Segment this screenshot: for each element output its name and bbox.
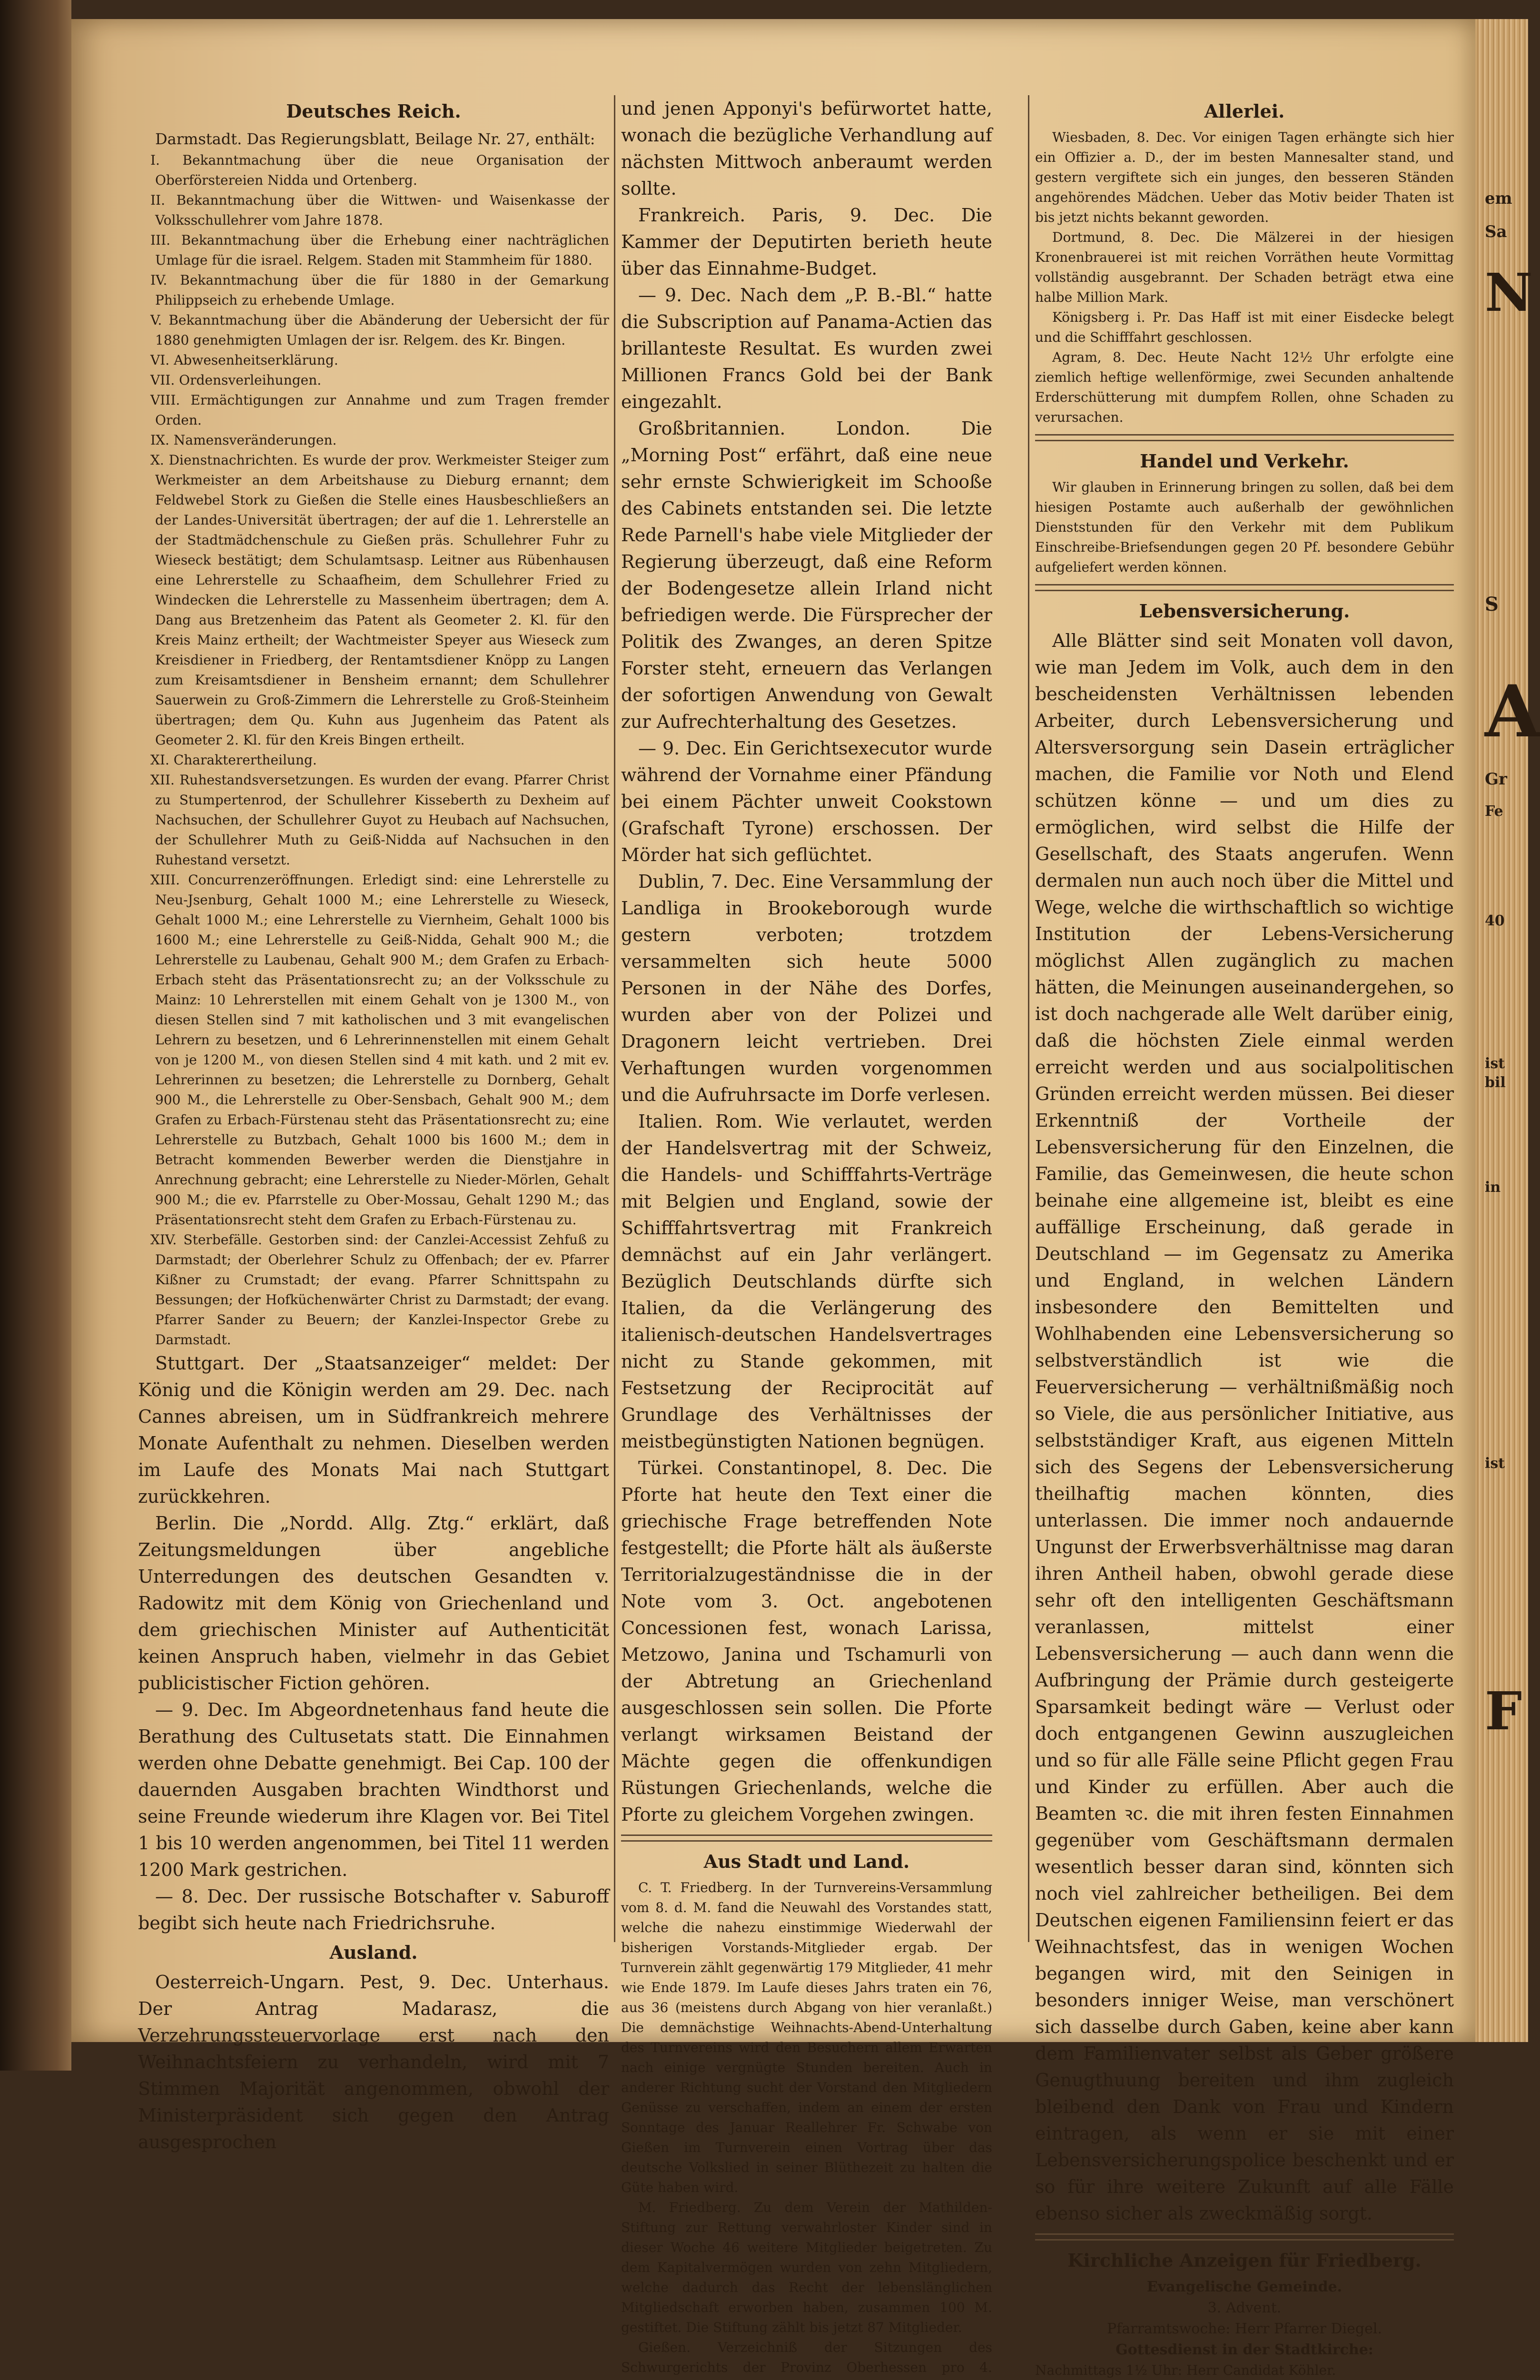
article-berlin-3: — 8. Dec. Der russische Botschafter v. Saburoff begibt sich heute nach Friedrichsruhe. — [138, 1886, 609, 1934]
article-stuttgart: Stuttgart. Der „Staatsanzeiger“ meldet: Der König und die Königin werden am 29. Dec. nach Cannes abreisen, um in Südfrankreich mehrere Monate Aufenthalt zu nehmen. Dieselben werden im Laufe des Monats Mai nach Stuttgart zurückkehren. — [138, 1353, 609, 1507]
article-koenigsberg: Königsberg i. Pr. Das Haff ist mit einer Eisdecke belegt und die Schifffahrt geschlossen. — [1035, 309, 1454, 345]
next-page-fragment: Fe — [1485, 803, 1503, 820]
next-page-fragment: ist — [1485, 1455, 1505, 1472]
column-middle — [621, 95, 992, 2375]
section-heading-stadt-und-land: Aus Stadt und Land. — [703, 1851, 910, 1872]
article-dublin: Dublin, 7. Dec. Eine Versammlung der Landliga in Brookeborough wurde gestern verboten; trotzdem versammelten sich heute 5000 Personen in der Nähe des Dorfes, wurden aber von der Polizei und Dragonern leicht vertrieben. Drei Verhaftungen wurden vorgenommen und die Aufruhrsacte im Dorfe verlesen. — [621, 871, 992, 1105]
list-item: II. Bekanntmachung über die Wittwen- und Waisenkasse der Volksschullehrer vom Jahre 1878. — [150, 192, 609, 228]
advent-label: 3. Advent. — [1207, 2300, 1282, 2316]
article-agram: Agram, 8. Dec. Heute Nacht 12½ Uhr erfolgte eine ziemlich heftige wellenförmige, zwei Secunden anhaltende Erderschütterung mit dumpfem Rollen, ohne Schaden zu verursachen. — [1035, 349, 1454, 425]
next-page-fragment: in — [1485, 1179, 1501, 1196]
list-item: IV. Bekanntmachung über die für 1880 in der Gemarkung Philippseich zu erhebende Umlage. — [150, 272, 609, 308]
article-mathilden-stiftung: M. Friedberg. Zu dem Verein der Mathilden-Stiftung zur Rettung verwahrloster Kinder sind in dieser Woche 46 weitere Mitglieder beigetreten. Zu dem Kapitalvermögen wurden von zehn Mitgliedern, welche dadurch das Recht der lebenslänglichen Mitgliedschaft erworben haben, zusammen 100 M. gestiftet. Die Stiftung zählt bis jetzt 87 Mitglieder. — [621, 2200, 992, 2335]
next-page-fragment: S — [1485, 593, 1499, 615]
column-left — [138, 95, 609, 2152]
list-item: V. Bekanntmachung über die Abänderung der Uebersicht der für 1880 genehmigten Umlagen der isr. Relgem. des Kr. Bingen. — [150, 312, 609, 348]
article-dortmund: Dortmund, 8. Dec. Die Mälzerei in der hiesigen Kronenbrauerei ist mit reichen Vorräthen heute Vormittag vollständig ausgebrannt. Der Schaden beträgt etwa eine halbe Million Mark. — [1035, 229, 1454, 305]
section-heading-deutsches-reich: Deutsches Reich. — [286, 100, 461, 122]
article-grossbritannien-2: — 9. Dec. Ein Gerichtsexecutor wurde während der Vornahme einer Pfändung bei einem Pächter unweit Cookstown (Grafschaft Tyrone) erschossen. Der Mörder hat sich geflüchtet. — [621, 738, 992, 865]
article-tuerkei: Türkei. Constantinopel, 8. Dec. Die Pforte hat heute den Text einer die griechische Frage betreffenden Note festgestellt; die Pforte hält als äußerste Territorialzugeständnisse die in der Note vom 3. Oct. angebotenen Concessionen fest, wonach Larissa, Metzowo, Janina und Tschamurli von der Abtretung an Griechenland ausgeschlossen sein sollen. Die Pforte verlangt wirksamen Beistand der Mächte gegen die offenkundigen Rüstungen Griechenlands, welche die Pforte zu gleichem Vorgehen zwingen. — [621, 1458, 992, 1825]
next-page-fragment: bil — [1485, 1074, 1506, 1091]
section-divider — [621, 1835, 992, 1842]
section-divider — [1035, 2233, 1454, 2241]
column-divider — [614, 95, 615, 1942]
list-item: VIII. Ermächtigungen zur Annahme und zum Tragen fremder Orden. — [150, 392, 609, 428]
section-heading-lebensversicherung: Lebensversicherung. — [1139, 600, 1350, 622]
article-frankreich: Frankreich. Paris, 9. Dec. Die Kammer der Deputirten berieth heute über das Einnahme-Budget. — [621, 205, 992, 279]
next-page-fragment: 40 — [1485, 912, 1505, 929]
article-handel: Wir glauben in Erinnerung bringen zu sollen, daß bei dem hiesigen Postamte auch außerhalb der gewöhnlichen Dienststunden für den Verkehr mit dem Publikum Einschreibe-Briefsendungen gegen 20 Pf. besondere Gebühr aufgeliefert werden können. — [1035, 479, 1454, 575]
list-item: III. Bekanntmachung über die Erhebung einer nachträglichen Umlage für die israel. Relgem. Staden mit Stammheim für 1880. — [150, 232, 609, 268]
article-berlin: Berlin. Die „Nordd. Allg. Ztg.“ erklärt, daß Zeitungsmeldungen über angebliche Unterredungen des deutschen Gesandten v. Radowitz mit dem König von Griechenland und dem griechischen Minister auf Authenticität keinen Anspruch haben, vielmehr in das Gebiet publicistischer Fiction gehören. — [138, 1513, 609, 1694]
list-item: XIII. Concurrenzeröffnungen. Erledigt sind: eine Lehrerstelle zu Neu-Jsenburg, Gehalt 1000 M.; eine Lehrerstelle zu Wieseck, Gehalt 1000 M.; eine Lehrerstelle zu Viernheim, Gehalt 1000 bis 1600 M.; eine Lehrerstelle zu Geiß-Nidda, Gehalt 900 M.; die Lehrerstelle zu Laubenau, Gehalt 900 M.; dem Grafen zu Erbach-Erbach steht das Präsentationsrecht zu; an der Volksschule zu Mainz: 10 Lehrerstellen mit einem Gehalt von je 1300 M., von diesen Stellen sind 7 mit katholischen und 3 mit evangelischen Lehrern zu besetzen, und 6 Lehrerinnenstellen mit einem Gehalt von je 1200 M., von diesen Stellen sind 4 mit kath. und 2 mit ev. Lehrerinnen zu besetzen; die Lehrerstelle zu Dornberg, Gehalt 900 M., die Lehrerstelle zu Ober-Sensbach, Gehalt 900 M.; dem Grafen zu Erbach-Fürstenau steht das Präsentationsrecht zu; eine Lehrerstelle zu Butzbach, Gehalt 1000 bis 1600 M.; dem in Betracht kommenden Bewerber werden die Dienstjahre in Anrechnung gebracht; eine Lehrerstelle zu Nieder-Mörlen, Gehalt 900 M.; die ev. Pfarrstelle zu Ober-Mossau, Gehalt 1290 M.; das Präsentationsrecht steht dem Grafen zu Erbach-Fürstenau zu. — [150, 872, 609, 1228]
section-heading-kirchliche-anzeigen: Kirchliche Anzeigen für Friedberg. — [1067, 2250, 1422, 2271]
section-heading-ausland: Ausland. — [329, 1942, 418, 1963]
section-divider — [1035, 584, 1454, 591]
next-page-fragment: ist — [1485, 1055, 1505, 1072]
column-right — [1035, 95, 1454, 2378]
next-page-fragment: Gr — [1485, 770, 1507, 789]
next-page-fragment: F — [1485, 1680, 1522, 1742]
article-wiesbaden: Wiesbaden, 8. Dec. Vor einigen Tagen erhängte sich hier ein Offizier a. D., der im besten Mannesalter stand, und gestern vergiftete sich ein junges, den besseren Ständen angehörendes Mädchen. Ueber das Motiv beider Thaten ist bis jetzt nichts bekannt geworden. — [1035, 129, 1454, 225]
next-page-edge — [1475, 19, 1540, 2042]
article-turnverein: C. T. Friedberg. In der Turnvereins-Versammlung vom 8. d. M. fand die Neuwahl des Vorstandes statt, welche die nahezu einstimmige Wiederwahl der bisherigen Vorstands-Mitglieder ergab. Der Turnverein zählt gegenwärtig 179 Mitglieder, 41 mehr wie Ende 1879. Im Laufe dieses Jahrs traten ein 76, aus 36 (meistens durch Abgang von hier veranlaßt.) Die demnächstige Weihnachts-Abend-Unterhaltung des Turnvereins wird den Besuchern allem Erwarten nach einige vergnügte Stunden bereiten. Auch in anderer Richtung sucht der Vorstand den Mitgliedern Genüsse zu verschaffen, indem an einem der ersten Sonntage des Januar Reallehrer Fr. Schwabe von Gießen im Turnverein einen Vortrag über das deutsche Volkslied in seiner Blüthezeit zu halten die Güte haben wird. — [621, 1880, 992, 2195]
next-page-fragment: A — [1485, 670, 1540, 754]
section-heading-allerlei: Allerlei. — [1204, 100, 1285, 122]
service-line: Nachmittags 1½ Uhr: Herr Candidat Köhler. — [1035, 2362, 1336, 2378]
article-continuation: und jenen Apponyi's befürwortet hatte, wonach die bezügliche Verhandlung auf nächsten Mittwoch anberaumt werden sollte. — [621, 98, 992, 199]
section-heading-handel: Handel und Verkehr. — [1140, 450, 1349, 472]
article-darmstadt-intro: Darmstadt. Das Regierungsblatt, Beilage Nr. 27, enthält: — [155, 130, 595, 148]
list-item: VI. Abwesenheitserklärung. — [150, 352, 338, 368]
article-lebensversicherung: Alle Blätter sind seit Monaten voll davon, wie man Jedem im Volk, auch dem in den bescheidensten Verhältnissen lebenden Arbeiter, durch Lebensversicherung und Altersversorgung sein Dasein erträglicher machen, die Familie vor Noth und Elend schützen könne — und um dies zu ermöglichen, wird selbst die Hilfe der Gesellschaft, des Staats angerufen. Wenn dermalen nun auch noch über die Mittel und Wege, welche die wirthschaftlich so wichtige Institution der Lebens-Versicherung möglichst Allen zugänglich zu machen hätten, die Meinungen auseinandergehen, so ist doch nachgerade alle Welt darüber einig, daß die höchsten Ziele einmal werden erreicht werden und aus socialpolitischen Gründen erreicht werden müssen. Bei dieser Erkenntniß der Vortheile der Lebensversicherung für den Einzelnen, die Familie, das Gemeinwesen, die heute schon beinahe eine allgemeine ist, bleibt es eine auffällige Erscheinung, daß gerade in Deutschland — im Gegensatz zu Amerika und England, in welchen Ländern insbesondere den Bemittelten und Wohlhabenden eine Lebensversicherung so selbstverständlich ist wie die Feuerversicherung — verhältnißmäßig noch so Viele, die aus persönlicher Initiative, aus selbstständiger Kraft, aus eigenen Mitteln sich des Segens der Lebensversicherung theilhaftig machen könnten, dies unterlassen. Die immer noch andauernde Ungunst der Erwerbsverhältnisse mag daran ihren Antheil haben, obwohl gerade diese sehr oft den intelligenten Geschäftsmann veranlassen, mittelst einer Lebensversicherung — auch dann wenn die Aufbringung der Prämie durch gesteigerte Sparsamkeit bedingt wäre — Verlust oder doch entgangenen Gewinn auszugleichen und so für alle Fälle seine Pflicht gegen Frau und Kinder zu erfüllen. Aber auch die Beamten ꝛc. die mit ihren festen Einnahmen gegenüber vom Geschäftsmann dermalen wesentlich besser daran sind, könnten sich noch viel zahlreicher betheiligen. Bei dem Deutschen eigenen Familiensinn feiert er das Weihnachtsfest, das in wenigen Wochen begangen wird, mit den Seinigen in besonders inniger Weise, man verschönert sich dasselbe durch Gaben, keine aber kann dem Familienvater selbst als Geber größere Genugthuung bereiten und ihm zugleich bleibend den Dank von Frau und Kindern eintragen, als wenn er sie mit einer Lebensversicherungspolice beschenkt und er so für ihre weitere Zukunft auf alle Fälle ebenso sicher als zweckmäßig sorgt. — [1035, 630, 1454, 2224]
column-divider — [1028, 95, 1029, 1942]
next-page-fragment: Sa — [1485, 222, 1507, 241]
subheading-evangelische-gemeinde: Evangelische Gemeinde. — [1146, 2279, 1343, 2295]
section-divider — [1035, 434, 1454, 441]
list-item: IX. Namensveränderungen. — [150, 432, 337, 448]
article-giessen-schwurgericht: Gießen. Verzeichniß der Sitzungen des Schwurgerichts der Provinz Oberhessen pro 4. — [621, 2340, 992, 2375]
article-oesterreich: Oesterreich-Ungarn. Pest, 9. Dec. Unterhaus. Der Antrag Madarasz, die Verzehrungssteuervorlage erst nach den Weihnachtsfeiern zu verhandeln, wird mit 7 Stimmen Majorität angenommen, obwohl der Ministerpräsident sich gegen den Antrag ausgesprochen — [138, 1972, 609, 2152]
article-berlin-2: — 9. Dec. Im Abgeordnetenhaus fand heute die Berathung des Cultusetats statt. Die Einnahmen werden ohne Debatte genehmigt. Bei Cap. 100 der dauernden Ausgaben brachten Windthorst und seine Freunde wiederum ihre Klagen vor. Bei Titel 1 bis 10 werden angenommen, bei Titel 11 werden 1200 Mark gestrichen. — [138, 1699, 609, 1880]
next-page-fragment: em — [1485, 189, 1512, 208]
next-page-fragment: N — [1485, 262, 1533, 323]
book-spine — [0, 0, 71, 2071]
list-item: X. Dienstnachrichten. Es wurde der prov. Werkmeister Steiger zum Werkmeister an dem Arbeitshause zu Dieburg ernannt; dem Feldwebel Stork zu Gießen die Stelle eines Hausbeschließers an der Landes-Universität übertragen; der auf die 1. Lehrerstelle an der Stadtmädchenschule zu Gießen präs. Schullehrer Fuhr zu Wieseck bestätigt; dem Schulamtsasp. Leitner aus Rübenhausen eine Lehrerstelle zu Schaafheim, dem Schullehrer Fried zu Windecken die Lehrerstelle zu Massenheim übertragen; dem A. Dang aus Bretzenheim das Patent als Geometer 2. Kl. für den Kreis Mainz ertheilt; der Wachtmeister Speyer aus Wieseck zum Kreisdiener in Friedberg, der Rentamtsdiener Knöpp zu Langen zum Kreisamtsdiener in Bensheim ernannt; dem Schullehrer Sauerwein zu Groß-Zimmern die Lehrerstelle zu Groß-Steinheim übertragen; dem Qu. Kuhn aus Jugenheim das Patent als Geometer 2. Kl. für den Kreis Bingen ertheilt. — [150, 452, 609, 748]
list-item: I. Bekanntmachung über die neue Organisation der Oberförstereien Nidda und Ortenberg. — [150, 152, 609, 188]
list-item: XIV. Sterbefälle. Gestorben sind: der Canzlei-Accessist Zehfuß zu Darmstadt; der Oberlehrer Schulz zu Offenbach; der ev. Pfarrer Kißner zu Crumstadt; der evang. Pfarrer Schnittspahn zu Bessungen; der Hofküchenwärter Christ zu Darmstadt; der evang. Pfarrer Sander zu Beuern; der Kanzlei-Inspector Grebe zu Darmstadt. — [150, 1232, 609, 1348]
list-item: XI. Charakterertheilung. — [150, 752, 317, 768]
subheading-stadtkirche: Gottesdienst in der Stadtkirche: — [1116, 2341, 1373, 2358]
list-item: XII. Ruhestandsversetzungen. Es wurden der evang. Pfarrer Christ zu Stumpertenrod, der Schullehrer Kisseberth zu Dexheim auf Nachsuchen, der Schullehrer Guyot zu Heubach auf Nachsuchen, der Schullehrer Muth zu Geiß-Nidda auf Nachsuchen in den Ruhestand versetzt. — [150, 772, 609, 868]
pfarramtswoche: Pfarramtswoche: Herr Pfarrer Diegel. — [1106, 2320, 1382, 2337]
article-italien: Italien. Rom. Wie verlautet, werden der Handelsvertrag mit der Schweiz, die Handels- und Schifffahrts-Verträge mit Belgien und England, sowie der Schifffahrtsvertrag mit Frankreich demnächst auf ein Jahr verlängert. Bezüglich Deutschlands dürfte sich Italien, da die Verlängerung des italienisch-deutschen Handelsvertrages nicht zu Stande gekommen, mit Festsetzung der Reciprocität auf Grundlage des Verhältnisses der meistbegünstigten Nationen begnügen. — [621, 1111, 992, 1452]
article-frankreich-2: — 9. Dec. Nach dem „P. B.-Bl.“ hatte die Subscription auf Panama-Actien das brillanteste Resultat. Es wurden zwei Millionen Francs Gold bei der Bank eingezahlt. — [621, 285, 992, 412]
list-item: VII. Ordensverleihungen. — [150, 372, 322, 388]
article-grossbritannien: Großbritannien. London. Die „Morning Post“ erfährt, daß eine neue sehr ernste Schwierigkeit im Schooße des Cabinets entstanden sei. Die letzte Rede Parnell's habe viele Mitglieder der Regierung überzeugt, daß eine Reform der Bodengesetze allein Irland nicht befriedigen werde. Die Fürsprecher der Politik des Zwanges, an deren Spitze Forster steht, erneuern das Verlangen der sofortigen Anwendung von Gewalt zur Aufrechterhaltung des Gesetzes. — [621, 418, 992, 732]
